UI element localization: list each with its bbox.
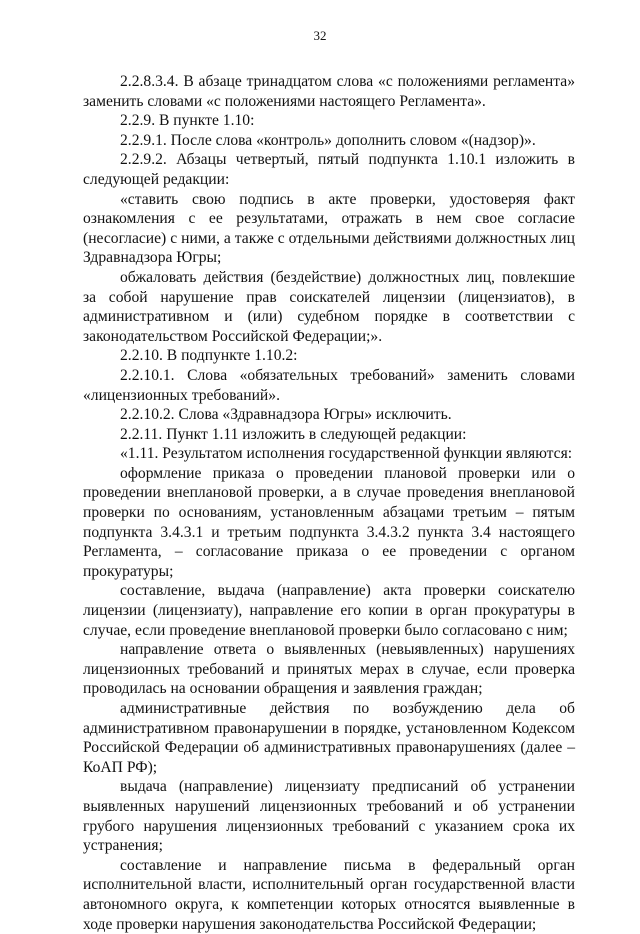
- paragraph: 2.2.11. Пункт 1.11 изложить в следующей редакции:: [120, 425, 467, 443]
- paragraph: 2.2.9. В пункте 1.10:: [120, 112, 255, 130]
- paragraph: «1.11. Результатом исполнения государственной функции являются:: [120, 445, 573, 463]
- paragraph: направление ответа о выявленных (невыявленных) нарушениях лицензионных требований и принятых мерах в случае, если проверка проводилась на основании обращения и заявления граждан;: [83, 641, 575, 698]
- paragraph: 2.2.10.1. Слова «обязательных требований» заменить словами «лицензионных требований».: [83, 366, 575, 404]
- paragraph: 2.2.8.3.4. В абзаце тринадцатом слова «с положениями регламента» заменить словами «с положениями настоящего Регламента».: [83, 73, 575, 110]
- paragraph: обжаловать действия (бездействие) должностных лиц, повлекшие за собой нарушение прав соискателей лицензии (лицензиатов), в административном и (или) судебном порядке в соответствии с законодательством Российской Федерации;».: [83, 268, 575, 345]
- paragraph: 2.2.9.1. После слова «контроль» дополнить словом «(надзор)».: [120, 131, 536, 149]
- paragraph: «ставить свою подпись в акте проверки, удостоверяя факт ознакомления с ее результатами, отражать в нем свое согласие (несогласие) с ними, а также с отдельными действиями должностных лиц Здравнадзора Югры;: [83, 190, 575, 267]
- paragraph: 2.2.10. В подпункте 1.10.2:: [120, 347, 298, 365]
- paragraph: административные действия по возбуждению дела об административном правонарушении в порядке, установленном Кодексом Российской Федерации об административных правонарушениях (далее – КоАП РФ);: [83, 700, 575, 776]
- paragraph: 2.2.9.2. Абзацы четвертый, пятый подпункта 1.10.1 изложить в следующей редакции:: [83, 151, 575, 188]
- page-number: 32: [313, 28, 327, 43]
- paragraph: оформление приказа о проведении плановой проверки или о проведении внеплановой проверки, а в случае проведения внеплановой проверки по основаниям, установленным абзацами третьим – пятым подпункта 3.4.3.1 и третьим подпункта 3.4.3.2 пункта 3.4 настоящего Регламента, – согласование приказа о ее проведении с органом прокуратуры;: [83, 464, 575, 580]
- paragraph: составление, выдача (направление) акта проверки соискателю лицензии (лицензиату), направление его копии в орган прокуратуры в случае, если проведение внеплановой проверки было согласовано с ним;: [83, 582, 575, 639]
- document-body: [83, 72, 575, 934]
- paragraph: 2.2.10.2. Слова «Здравнадзора Югры» исключить.: [120, 406, 452, 424]
- paragraph: выдача (направление) лицензиату предписаний об устранении выявленных нарушений лицензионных требований и об устранении грубого нарушения лицензионных требований с указанием срока их устранения;: [83, 778, 575, 855]
- paragraph: составление и направление письма в федеральный орган исполнительной власти, исполнительный орган государственной власти автономного округа, к компетенции которых относятся выявленные в ходе проверки нарушения законодательства Российской Федерации;: [83, 856, 575, 933]
